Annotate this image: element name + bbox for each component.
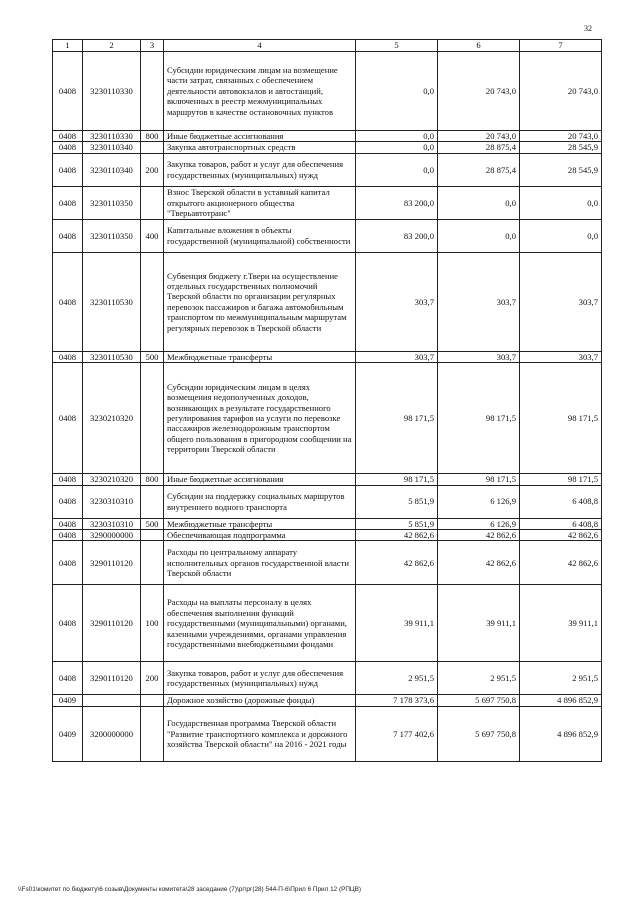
expense-type-cell [141, 186, 164, 219]
amount-year-3-cell: 20 743,0 [520, 131, 602, 142]
section-code-cell: 0409 [53, 706, 83, 761]
amount-year-2-cell: 303,7 [438, 252, 520, 351]
amount-year-1-cell: 7 178 373,6 [356, 695, 438, 706]
target-article-cell: 3230110530 [83, 252, 141, 351]
section-code-cell: 0408 [53, 142, 83, 153]
target-article-cell: 3230110330 [83, 131, 141, 142]
item-name-cell: Субсидии юридическим лицам в целях возмещения недополученных доходов, возникающих в результате государственного регулирования тарифов на услуги по перевозке пассажиров железнодорожным транспортом общего пользования в пригородном сообщении на территории Тверской области [164, 363, 356, 474]
amount-year-3-cell: 6 408,8 [520, 485, 602, 518]
target-article-cell: 3230110330 [83, 52, 141, 131]
expense-type-cell [141, 530, 164, 541]
header-cell: 2 [83, 40, 141, 52]
amount-year-2-cell: 0,0 [438, 186, 520, 219]
target-article-cell: 3230110530 [83, 351, 141, 362]
amount-year-2-cell: 20 743,0 [438, 131, 520, 142]
target-article-cell: 3230210320 [83, 474, 141, 485]
amount-year-1-cell: 2 951,5 [356, 662, 438, 695]
amount-year-1-cell: 83 200,0 [356, 186, 438, 219]
amount-year-2-cell: 2 951,5 [438, 662, 520, 695]
table-row [53, 541, 602, 585]
table-row [53, 219, 602, 252]
item-name-cell: Капитальные вложения в объекты государственной (муниципальной) собственности [164, 219, 356, 252]
item-name-cell: Закупка товаров, работ и услуг для обеспечения государственных (муниципальных) нужд [164, 662, 356, 695]
section-code-cell: 0408 [53, 585, 83, 662]
table-row [53, 131, 602, 142]
target-article-cell: 3230110340 [83, 142, 141, 153]
item-name-cell: Государственная программа Тверской области "Развитие транспортного комплекса и дорожного хозяйства Тверской области" на 2016 - 2021 годы [164, 706, 356, 761]
section-code-cell: 0408 [53, 131, 83, 142]
expense-type-cell: 800 [141, 474, 164, 485]
amount-year-1-cell: 42 862,6 [356, 541, 438, 585]
amount-year-1-cell: 0,0 [356, 52, 438, 131]
amount-year-3-cell: 6 408,8 [520, 518, 602, 529]
amount-year-1-cell: 5 851,9 [356, 518, 438, 529]
header-row [53, 40, 602, 52]
table-row [53, 363, 602, 474]
amount-year-1-cell: 303,7 [356, 252, 438, 351]
expense-type-cell: 400 [141, 219, 164, 252]
amount-year-3-cell: 2 951,5 [520, 662, 602, 695]
item-name-cell: Расходы по центральному аппарату исполнительных органов государственной власти Тверской области [164, 541, 356, 585]
header-cell: 7 [520, 40, 602, 52]
expense-type-cell [141, 142, 164, 153]
item-name-cell: Межбюджетные трансферты [164, 518, 356, 529]
target-article-cell: 3230110350 [83, 186, 141, 219]
expense-type-cell: 200 [141, 153, 164, 186]
expense-type-cell: 200 [141, 662, 164, 695]
amount-year-1-cell: 83 200,0 [356, 219, 438, 252]
expense-type-cell [141, 363, 164, 474]
header-cell: 3 [141, 40, 164, 52]
section-code-cell: 0409 [53, 695, 83, 706]
amount-year-3-cell: 20 743,0 [520, 52, 602, 131]
target-article-cell: 3230210320 [83, 363, 141, 474]
section-code-cell: 0408 [53, 485, 83, 518]
amount-year-1-cell: 0,0 [356, 142, 438, 153]
amount-year-3-cell: 28 545,9 [520, 153, 602, 186]
table-row [53, 474, 602, 485]
amount-year-2-cell: 28 875,4 [438, 142, 520, 153]
section-code-cell: 0408 [53, 474, 83, 485]
header-cell: 4 [164, 40, 356, 52]
amount-year-1-cell: 303,7 [356, 351, 438, 362]
section-code-cell: 0408 [53, 530, 83, 541]
section-code-cell: 0408 [53, 219, 83, 252]
item-name-cell: Межбюджетные трансферты [164, 351, 356, 362]
amount-year-3-cell: 0,0 [520, 219, 602, 252]
amount-year-2-cell: 5 697 750,8 [438, 706, 520, 761]
amount-year-2-cell: 28 875,4 [438, 153, 520, 186]
amount-year-2-cell: 42 862,6 [438, 541, 520, 585]
item-name-cell: Иные бюджетные ассигнования [164, 474, 356, 485]
header-cell: 1 [53, 40, 83, 52]
section-code-cell: 0408 [53, 252, 83, 351]
amount-year-2-cell: 39 911,1 [438, 585, 520, 662]
table-row [53, 351, 602, 362]
item-name-cell: Взнос Тверской области в уставный капитал открытого акционерного общества "Тверьавтотранс" [164, 186, 356, 219]
item-name-cell: Закупка автотранспортных средств [164, 142, 356, 153]
table-row [53, 662, 602, 695]
expense-type-cell [141, 52, 164, 131]
amount-year-1-cell: 0,0 [356, 131, 438, 142]
expense-type-cell [141, 252, 164, 351]
section-code-cell: 0408 [53, 518, 83, 529]
amount-year-2-cell: 5 697 750,8 [438, 695, 520, 706]
target-article-cell: 3290000000 [83, 530, 141, 541]
header-cell: 6 [438, 40, 520, 52]
amount-year-3-cell: 303,7 [520, 351, 602, 362]
amount-year-3-cell: 0,0 [520, 186, 602, 219]
item-name-cell: Закупка товаров, работ и услуг для обеспечения государственных (муниципальных) нужд [164, 153, 356, 186]
page-number: 32 [584, 24, 592, 33]
target-article-cell: 3230110350 [83, 219, 141, 252]
amount-year-2-cell: 6 126,9 [438, 485, 520, 518]
expense-type-cell: 500 [141, 518, 164, 529]
header-cell: 5 [356, 40, 438, 52]
expense-type-cell: 500 [141, 351, 164, 362]
item-name-cell: Обеспечивающая подпрограмма [164, 530, 356, 541]
section-code-cell: 0408 [53, 662, 83, 695]
section-code-cell: 0408 [53, 52, 83, 131]
item-name-cell: Субсидии юридическим лицам на возмещение части затрат, связанных с обеспечением деятельности автовокзалов и автостанций, включенных в реестр межмуниципальных маршрутов в качестве остановочных пунктов [164, 52, 356, 131]
section-code-cell: 0408 [53, 351, 83, 362]
amount-year-1-cell: 7 177 402,6 [356, 706, 438, 761]
item-name-cell: Дорожное хозяйство (дорожные фонды) [164, 695, 356, 706]
table-row [53, 52, 602, 131]
amount-year-1-cell: 0,0 [356, 153, 438, 186]
table-row [53, 585, 602, 662]
target-article-cell: 3200000000 [83, 706, 141, 761]
amount-year-2-cell: 0,0 [438, 219, 520, 252]
budget-table [52, 39, 602, 762]
item-name-cell: Расходы на выплаты персоналу в целях обеспечения выполнения функций государственными (муниципальными) органами, казенными учреждениями, органами управления государственными внебюджетными фондами [164, 585, 356, 662]
target-article-cell [83, 695, 141, 706]
target-article-cell: 3290110120 [83, 585, 141, 662]
amount-year-3-cell: 28 545,9 [520, 142, 602, 153]
amount-year-3-cell: 4 896 852,9 [520, 706, 602, 761]
expense-type-cell [141, 695, 164, 706]
target-article-cell: 3230310310 [83, 518, 141, 529]
item-name-cell: Субсидии на поддержку социальных маршрутов внутреннего водного транспорта [164, 485, 356, 518]
amount-year-1-cell: 98 171,5 [356, 474, 438, 485]
amount-year-2-cell: 303,7 [438, 351, 520, 362]
expense-type-cell [141, 485, 164, 518]
amount-year-2-cell: 6 126,9 [438, 518, 520, 529]
amount-year-2-cell: 42 862,6 [438, 530, 520, 541]
table-row [53, 485, 602, 518]
amount-year-1-cell: 98 171,5 [356, 363, 438, 474]
target-article-cell: 3290110120 [83, 662, 141, 695]
amount-year-3-cell: 4 896 852,9 [520, 695, 602, 706]
file-path-footer: \\Fs01\комитет по бюджету\6 созыв\Документы комитета\28 заседание (7)\рг\рг(28) 544-П-6\Прил 6 Прил 12 (РПЦВ) [18, 886, 362, 893]
target-article-cell: 3230310310 [83, 485, 141, 518]
amount-year-3-cell: 303,7 [520, 252, 602, 351]
amount-year-3-cell: 98 171,5 [520, 474, 602, 485]
amount-year-3-cell: 98 171,5 [520, 363, 602, 474]
amount-year-2-cell: 98 171,5 [438, 474, 520, 485]
table-row [53, 252, 602, 351]
amount-year-1-cell: 42 862,6 [356, 530, 438, 541]
table-row [53, 142, 602, 153]
target-article-cell: 3230110340 [83, 153, 141, 186]
amount-year-2-cell: 20 743,0 [438, 52, 520, 131]
amount-year-1-cell: 39 911,1 [356, 585, 438, 662]
amount-year-3-cell: 42 862,6 [520, 530, 602, 541]
expense-type-cell [141, 706, 164, 761]
table-row [53, 706, 602, 761]
section-code-cell: 0408 [53, 186, 83, 219]
amount-year-2-cell: 98 171,5 [438, 363, 520, 474]
expense-type-cell [141, 541, 164, 585]
table-row [53, 695, 602, 706]
amount-year-1-cell: 5 851,9 [356, 485, 438, 518]
target-article-cell: 3290110120 [83, 541, 141, 585]
section-code-cell: 0408 [53, 541, 83, 585]
expense-type-cell: 800 [141, 131, 164, 142]
item-name-cell: Субвенция бюджету г.Твери на осуществление отдельных государственных полномочий Тверской области по организации регулярных перевозок пассажиров и багажа автомобильным транспортом по межмуниципальным маршрутам регулярных перевозок в Тверской области [164, 252, 356, 351]
amount-year-3-cell: 39 911,1 [520, 585, 602, 662]
table-row [53, 518, 602, 529]
table-row [53, 153, 602, 186]
section-code-cell: 0408 [53, 153, 83, 186]
table-row [53, 186, 602, 219]
table-row [53, 530, 602, 541]
expense-type-cell: 100 [141, 585, 164, 662]
section-code-cell: 0408 [53, 363, 83, 474]
amount-year-3-cell: 42 862,6 [520, 541, 602, 585]
item-name-cell: Иные бюджетные ассигнования [164, 131, 356, 142]
